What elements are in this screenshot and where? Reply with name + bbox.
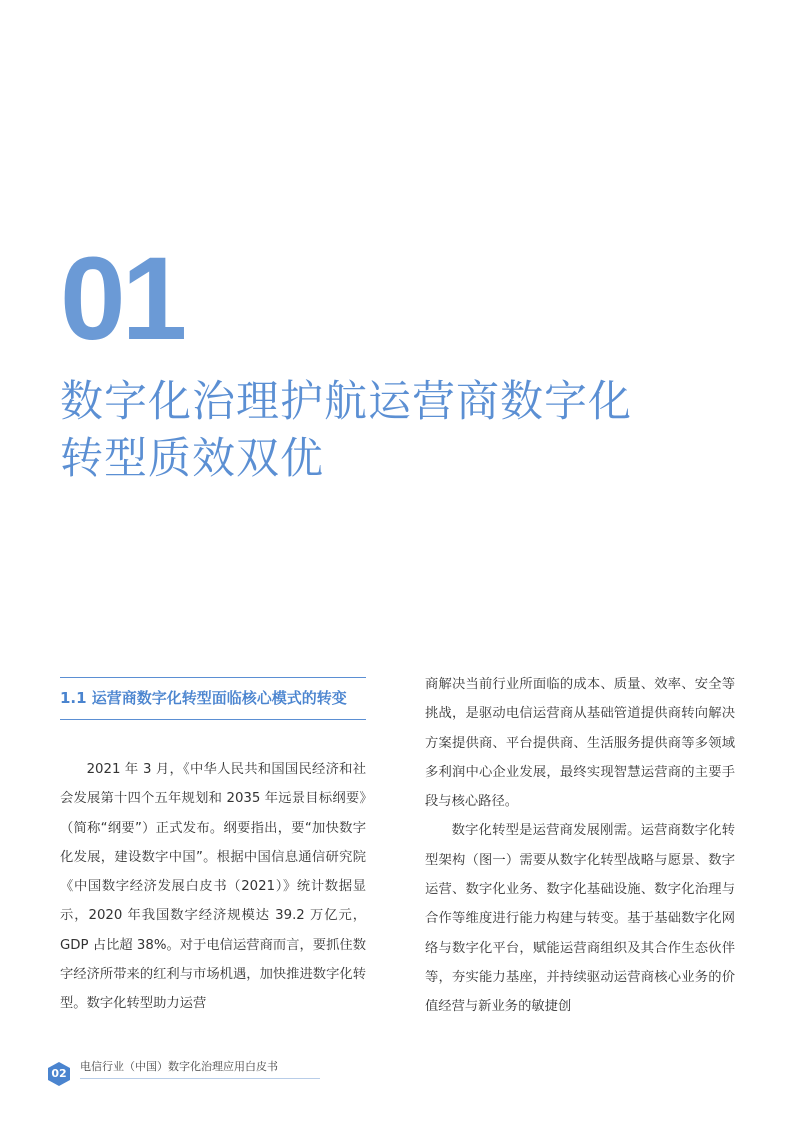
body-paragraph-continued: 商解决当前行业所面临的成本、质量、效率、安全等挑战，是驱动电信运营商从基础管道提供商转向解决方案提供商、平台提供商、生活服务提供商等多领域多利润中心企业发展，最终实现智慧运营商的主要手段与核心路径。 bbox=[425, 677, 735, 810]
chapter-title-line-1: 数字化治理护航运营商数字化 bbox=[60, 377, 632, 427]
section-rule-top bbox=[60, 677, 366, 678]
section-rule-bottom bbox=[60, 719, 366, 720]
chapter-title-line-2: 转型质效双优 bbox=[60, 434, 324, 484]
footer-document-title: 电信行业（中国）数字化治理应用白皮书 bbox=[80, 1060, 278, 1073]
body-paragraph: 2021 年 3 月，《中华人民共和国国民经济和社会发展第十四个五年规划和 2035 年远景目标纲要》（简称“纲要”）正式发布。纲要指出，要“加快数字化发展，建设数字中国”。根据中国信息通信研究院《中国数字经济发展白皮书（2021）》统计数据显示，2020 年我国数字经济规模达 39.2 万亿元，GDP 占比超 38%。对于电信运营商而言，要抓住数字经济所带来的红利与市场机遇，加快推进数字化转型。数字化转型助力运营 bbox=[60, 762, 366, 1012]
body-paragraph: 数字化转型是运营商发展刚需。运营商数字化转型架构（图一）需要从数字化转型战略与愿景、数字运营、数字化业务、数字化基础设施、数字化治理与合作等维度进行能力构建与转变。基于基础数字化网络与数字化平台，赋能运营商组织及其合作生态伙伴等，夯实能力基座，并持续驱动运营商核心业务的价值经营与新业务的敏捷创 bbox=[425, 823, 735, 1015]
footer-divider bbox=[80, 1078, 320, 1079]
chapter-number: 01 bbox=[60, 233, 184, 365]
body-column-right bbox=[425, 670, 735, 1022]
page-number: 02 bbox=[51, 1067, 67, 1080]
chapter-title bbox=[60, 374, 760, 488]
section-heading: 1.1 运营商数字化转型面临核心模式的转变 bbox=[60, 689, 347, 707]
body-column-left bbox=[60, 755, 366, 1019]
